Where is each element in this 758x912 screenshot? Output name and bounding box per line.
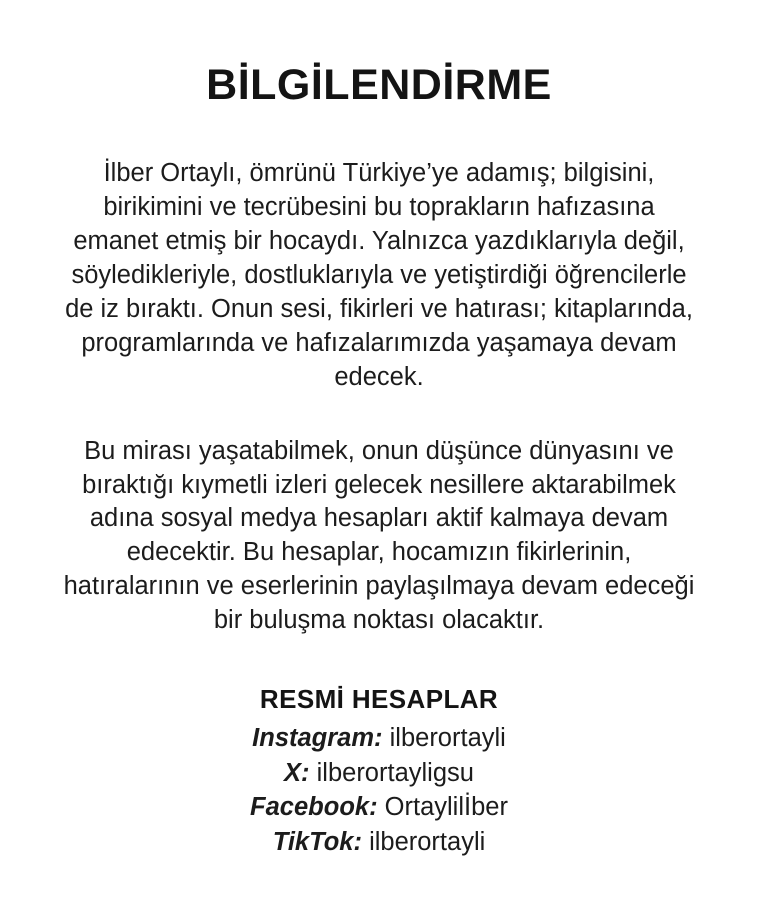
page-title: BİLGİLENDİRME xyxy=(206,61,552,109)
account-handle-value: Ortaylilİber xyxy=(384,793,508,822)
account-platform-label: TikTok: xyxy=(272,828,362,857)
account-handle-value: ilberortayligsu xyxy=(316,758,474,787)
account-handle-value: ilberortayli xyxy=(389,724,506,753)
account-item-facebook xyxy=(60,790,698,825)
account-handle-value: ilberortayli xyxy=(369,828,486,857)
paragraph-memorial: İlber Ortaylı, ömrünü Türkiye’ye adamış; bilgisini, birikimini ve tecrübesini bu toprakların hafızasına emanet etmiş bir hocaydı. Yalnızca yazdıklarıyla değil, söyledikleriyle, dostluklarıyla ve yetiştirdiği öğrencilerle de iz bıraktı. Onun sesi, fikirleri ve hatırası; kitaplarında, programlarında ve hafızalarımızda yaşamaya devam edecek. xyxy=(65,159,693,391)
account-platform-label: Instagram: xyxy=(252,724,383,753)
account-platform-label: Facebook: xyxy=(250,793,378,822)
account-item-x xyxy=(60,756,698,791)
paragraph-legacy: Bu mirası yaşatabilmek, onun düşünce dünyasını ve bıraktığı kıymetli izleri gelecek nesillere aktarabilmek adına sosyal medya hesapları aktif kalmaya devam edecektir. Bu hesaplar, hocamızın fikirlerinin, hatıralarının ve eserlerinin paylaşılmaya devam edeceği bir buluşma noktası olacaktır. xyxy=(63,436,695,635)
official-accounts-heading: RESMİ HESAPLAR xyxy=(259,684,499,715)
official-accounts-section xyxy=(60,684,698,860)
account-platform-label: X: xyxy=(284,758,310,787)
account-item-instagram xyxy=(60,721,698,756)
account-item-tiktok xyxy=(60,825,698,860)
